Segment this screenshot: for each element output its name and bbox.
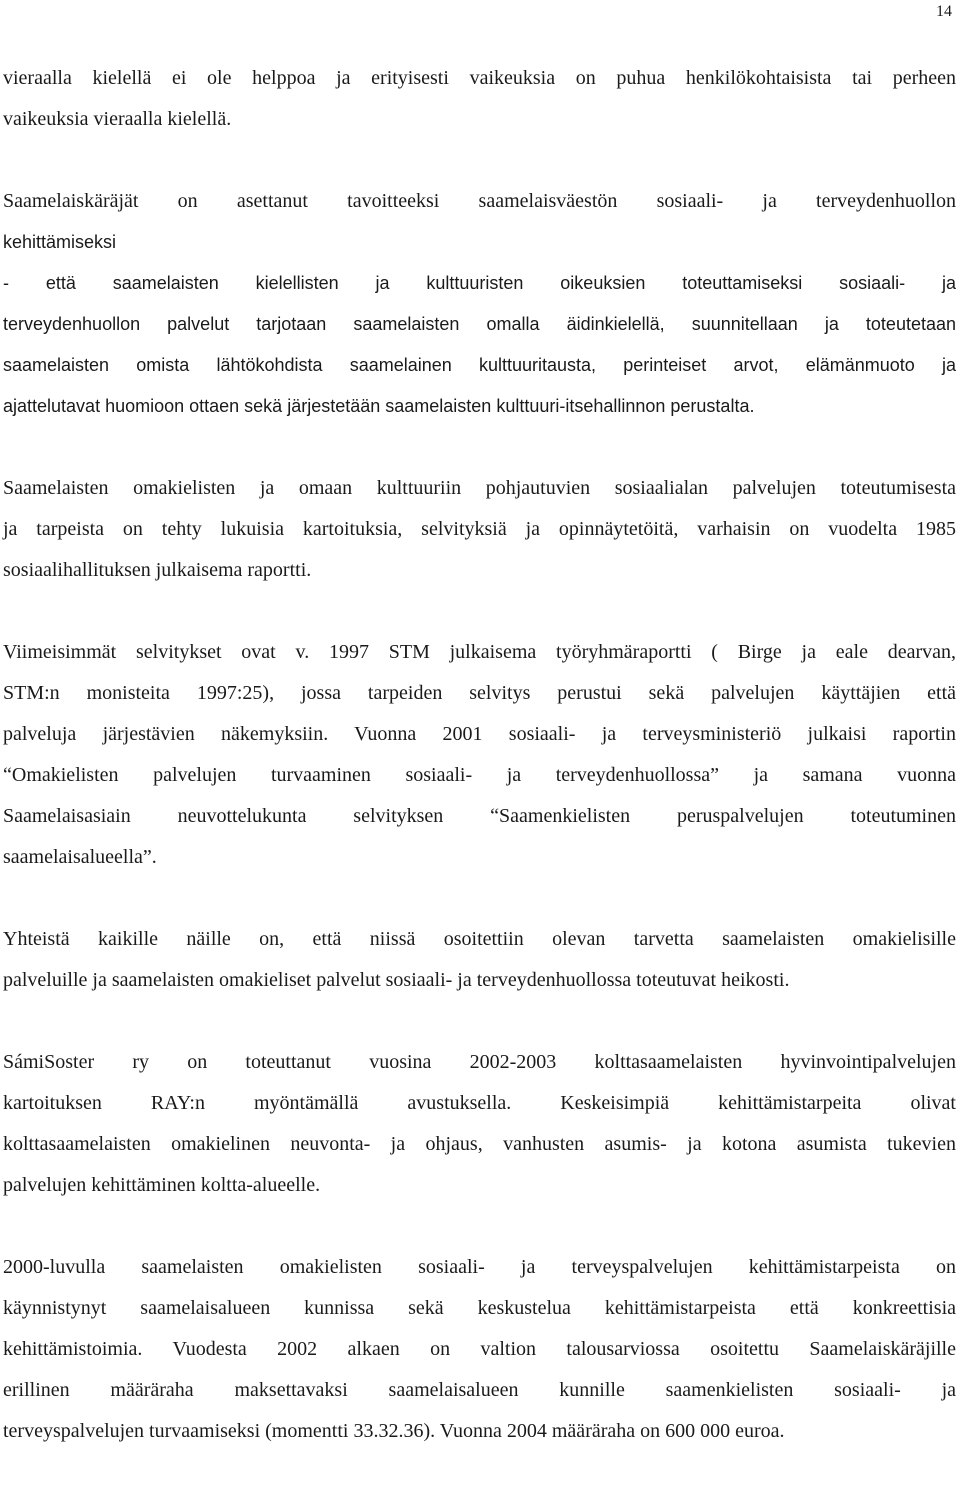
paragraph-common-findings (3, 919, 956, 1001)
paragraph-surveys (3, 468, 956, 591)
paragraph-saamelaiskarajat-goals (3, 181, 956, 427)
text-line: ajattelutavat huomioon ottaen sekä järjestetään saamelaisten kulttuuri-itsehallinnon perustalta. (3, 396, 755, 416)
text-line: terveydenhuollon palvelut tarjotaan saamelaisten omalla äidinkielellä, suunnitellaan ja toteutetaan (3, 314, 956, 334)
text-line: sosiaalihallituksen julkaisema raportti. (3, 559, 312, 581)
text-line: 2000-luvulla saamelaisten omakielisten sosiaali- ja terveyspalvelujen kehittämistarpeista on (3, 1256, 956, 1278)
document-body (3, 58, 956, 1493)
text-line: Yhteistä kaikille näille on, että niissä osoitettiin olevan tarvetta saamelaisten omakielisille (3, 928, 956, 950)
paragraph-samisoster (3, 1042, 956, 1206)
text-line: palvelujen kehittäminen koltta-alueelle. (3, 1174, 321, 1196)
text-line: vieraalla kielellä ei ole helppoa ja erityisesti vaikeuksia on puhua henkilökohtaisista tai perheen (3, 67, 956, 89)
text-line: ja tarpeista on tehty lukuisia kartoituksia, selvityksiä ja opinnäytetöitä, varhaisin on vuodelta 1985 (3, 518, 956, 540)
text-line: Saamelaisasiain neuvottelukunta selvityksen “Saamenkielisten peruspalvelujen toteutuminen (3, 805, 956, 827)
text-line: Saamelaiskäräjät on asettanut tavoitteeksi saamelaisväestön sosiaali- ja terveydenhuollon (3, 190, 956, 212)
text-line: saamelaisten omista lähtökohdista saamelainen kulttuuritausta, perinteiset arvot, elämänmuoto ja (3, 355, 956, 375)
text-line: saamelaisalueella”. (3, 846, 157, 868)
text-line: SámiSoster ry on toteuttanut vuosina 2002-2003 kolttasaamelaisten hyvinvointipalvelujen (3, 1051, 956, 1073)
text-line: palveluille ja saamelaisten omakieliset palvelut sosiaali- ja terveydenhuollossa toteutuvat heikosti. (3, 969, 790, 991)
text-line: kolttasaamelaisten omakielinen neuvonta- ja ohjaus, vanhusten asumis- ja kotona asumista tukevien (3, 1133, 956, 1155)
text-line: STM:n monisteita 1997:25), jossa tarpeiden selvitys perustui sekä palvelujen käyttäjien että (3, 682, 956, 704)
text-line: käynnistynyt saamelaisalueen kunnissa sekä keskustelua kehittämistarpeista että konkreettisia (3, 1297, 956, 1319)
text-line: kehittämiseksi (3, 232, 117, 252)
paragraph-latest-reports (3, 632, 956, 878)
text-line: vaikeuksia vieraalla kielellä. (3, 108, 232, 130)
page-number: 14 (936, 3, 952, 20)
text-line: kartoituksen RAY:n myöntämällä avustuksella. Keskeisimpiä kehittämistarpeita olivat (3, 1092, 956, 1114)
text-line: kehittämistoimia. Vuodesta 2002 alkaen on valtion talousarviossa osoitettu Saamelaiskäräjille (3, 1338, 956, 1360)
text-line: palveluja järjestävien näkemyksiin. Vuonna 2001 sosiaali- ja terveysministeriö julkaisi raportin (3, 723, 956, 745)
text-line: - että saamelaisten kielellisten ja kulttuuristen oikeuksien toteuttamiseksi sosiaali- ja (3, 273, 956, 293)
text-line: Viimeisimmät selvitykset ovat v. 1997 STM julkaisema työryhmäraportti ( Birge ja eale dearvan, (3, 641, 956, 663)
text-line: erillinen määräraha maksettavaksi saamelaisalueen kunnille saamenkielisten sosiaali- ja (3, 1379, 956, 1401)
text-line: “Omakielisten palvelujen turvaaminen sosiaali- ja terveydenhuollossa” ja samana vuonna (3, 764, 956, 786)
text-line: Saamelaisten omakielisten ja omaan kulttuuriin pohjautuvien sosiaalialan palvelujen toteutumisesta (3, 477, 956, 499)
paragraph-language-difficulty (3, 58, 956, 140)
paragraph-2000s-development (3, 1247, 956, 1452)
text-line: terveyspalvelujen turvaamiseksi (momentti 33.32.36). Vuonna 2004 määräraha on 600 000 euroa. (3, 1420, 785, 1442)
